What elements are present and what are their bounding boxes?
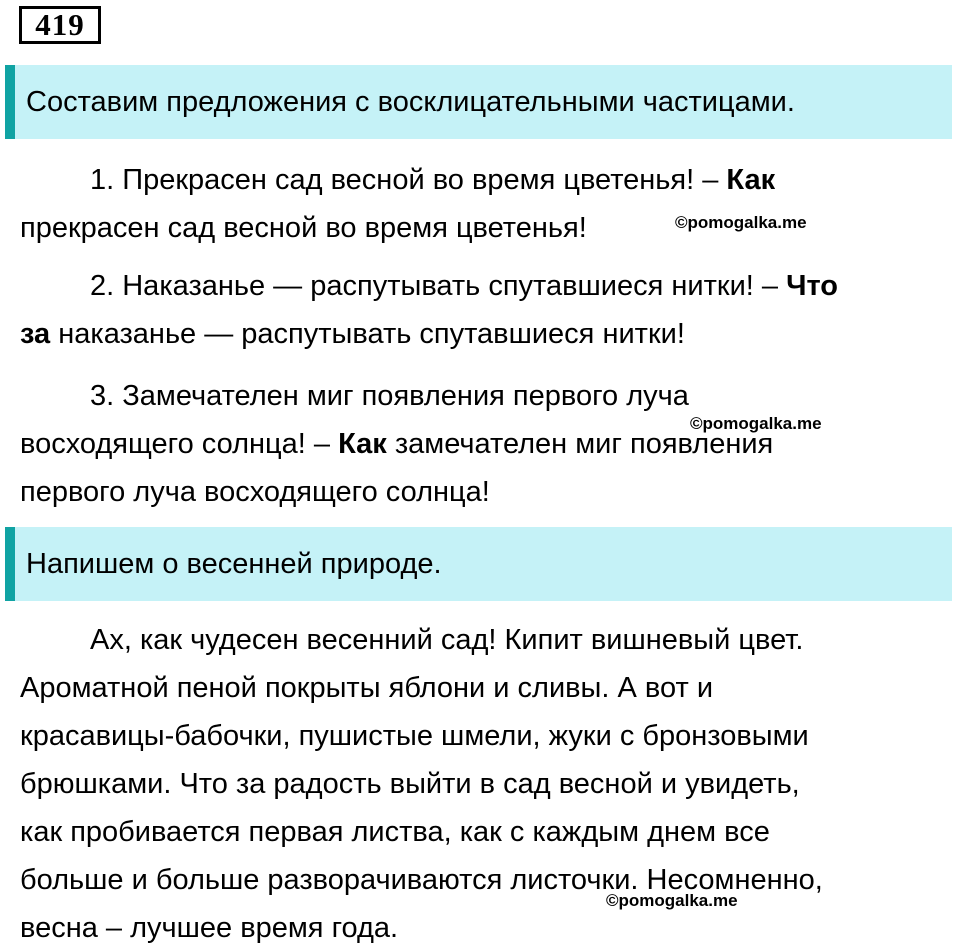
section-heading-sentences: Составим предложения с восклицательными частицами. — [5, 65, 952, 139]
sentence-2 — [20, 262, 920, 358]
sentence-1 — [20, 156, 920, 252]
essay-line: красавицы-бабочки, пушистые шмели, жуки с бронзовыми — [20, 720, 809, 752]
sentence-2-continuation: наказанье — распутывать спутавшиеся нитки! — [50, 318, 685, 350]
essay-line: как пробивается первая листва, как с каждым днем все — [20, 816, 770, 848]
task-number: 419 — [19, 6, 101, 44]
essay-line: Ах, как чудесен весенний сад! Кипит вишневый цвет. — [90, 624, 804, 656]
sentence-3-line-3 — [20, 468, 920, 516]
sentence-3 — [20, 372, 920, 516]
watermark: ©pomogalka.me — [675, 213, 807, 232]
sentence-3-ending: первого луча восходящего солнца! — [20, 476, 490, 508]
essay-paragraph — [20, 616, 920, 952]
essay-line: Ароматной пеной покрыты яблони и сливы. А вот и — [20, 672, 714, 704]
sentence-3-text: 3. Замечателен миг появления первого луча — [90, 380, 689, 412]
sentence-2-particle-2: за — [20, 318, 51, 350]
essay-line: брюшками. Что за радость выйти в сад весной и увидеть, — [20, 768, 800, 800]
sentence-1-continuation: прекрасен сад весной во время цветенья! — [20, 212, 587, 244]
watermark: ©pomogalka.me — [690, 414, 822, 433]
sentence-3-particle: Как — [338, 428, 387, 460]
sentence-2-line-1 — [20, 262, 920, 310]
section-heading-essay: Напишем о весенней природе. — [5, 527, 952, 601]
sentence-2-line-2 — [20, 310, 920, 358]
essay-line: весна – лучшее время года. — [20, 912, 399, 944]
sentence-1-text: 1. Прекрасен сад весной во время цветенья! – — [90, 164, 727, 196]
sentence-2-text: 2. Наказанье — распутывать спутавшиеся нитки! – — [90, 270, 787, 302]
sentence-3-text-2: восходящего солнца! – — [20, 428, 339, 460]
sentence-1-particle: Как — [726, 164, 776, 196]
sentence-3-continuation: замечателен миг появления — [386, 428, 774, 460]
sentence-2-particle-1: Что — [786, 270, 838, 302]
watermark: ©pomogalka.me — [606, 891, 738, 910]
essay-line: больше и больше разворачиваются листочки. Несомненно, — [20, 864, 823, 896]
sentence-3-line-1 — [20, 372, 920, 420]
sentence-1-line-1 — [20, 156, 920, 204]
